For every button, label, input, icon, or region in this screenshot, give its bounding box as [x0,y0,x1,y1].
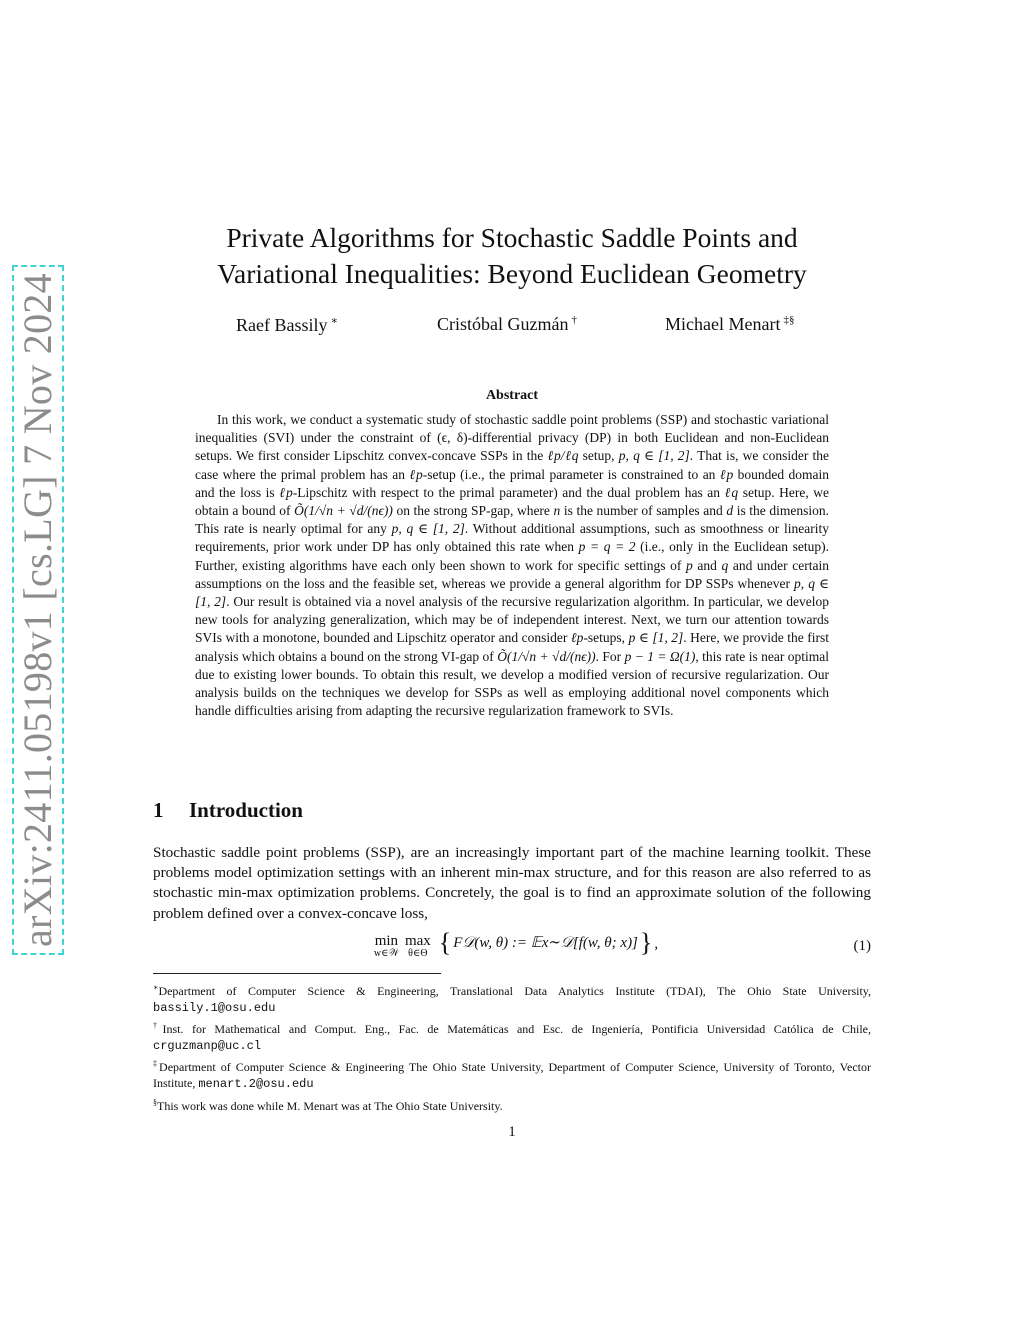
page-number: 1 [508,1124,516,1140]
email-link[interactable]: crguzmanp@uc.cl [153,1038,262,1053]
author-menart: Michael Menart ‡§ [665,314,795,334]
footnotes [153,980,871,1116]
author-guzman: Cristóbal Guzmán † [437,314,577,334]
intro-paragraph: Stochastic saddle point problems (SSP), are an increasingly important part of the machine learning toolkit. These problems model optimization settings with an inherent min-max structure, and for this reason are also referred to as stochastic min-max optimization problems. Concretely, the goal is to find an approximate solution of the following problem defined over a convex-concave loss, [153,844,871,922]
footnote-menart: ‡Department of Computer Science & Engineering The Ohio State University, Department of Computer Science, University of Toronto, Vector Institute, menart.2@osu.edu [153,1059,871,1091]
equation-1 [153,930,871,970]
author-list [0,314,1024,338]
arxiv-identifier: arXiv:2411.05198v1 [cs.LG] 7 Nov 2024 [12,265,64,955]
arxiv-stamp [10,273,66,947]
equation-body: min w∈𝒲 max θ∈Θ { F𝒟(w, θ) := 𝔼x∼𝒟[f(w, θ; x)] } , [373,928,659,959]
title-line-2: Variational Inequalities: Beyond Euclidean Geometry [217,258,807,289]
title-line-1: Private Algorithms for Stochastic Saddle Points and [226,222,798,253]
section-heading-introduction [153,798,303,823]
equation-number: (1) [853,938,871,954]
footnote-bassily: ∗Department of Computer Science & Engineering, Translational Data Analytics Institute (TDAI), The Ohio State University, bassily.1@osu.edu [153,983,871,1015]
section-title: Introduction [189,798,303,822]
email-link[interactable]: menart.2@osu.edu [198,1076,314,1091]
equation-expression: F𝒟(w, θ) := 𝔼x∼𝒟[f(w, θ; x)] [453,935,638,951]
abstract-body: In this work, we conduct a systematic study of stochastic saddle point problems (SSP) and stochastic variational inequalities (SVI) under the constraint of (ϵ, δ)-differential privacy (DP) in both Euclidean and non-Euclidean setups. We first consider Lipschitz convex-concave SSPs in the ℓp/ℓq setup, p, q ∈ [1, 2]. That is, we consider the case where the primal problem has an ℓp-setup (i.e., the primal parameter is constrained to an ℓp bounded domain and the loss is ℓp-Lipschitz with respect to the primal parameter) and the dual problem has an ℓq setup. Here, we obtain a bound of Õ(1/√n + √d/(nϵ)) on the strong SP-gap, where n is the number of samples and d is the dimension. This rate is nearly optimal for any p, q ∈ [1, 2]. Without additional assumptions, such as smoothness or linearity requirements, prior work under DP has only obtained this rate when p = q = 2 (i.e., only in the Euclidean setup). Further, existing algorithms have each only been shown to work for specific settings of p and q and under certain assumptions on the loss and the feasible set, whereas we provide a general algorithm for DP SSPs whenever p, q ∈ [1, 2]. Our result is obtained via a novel analysis of the recursive regularization algorithm. In particular, we develop new tools for analyzing generalization, which may be of independent interest. Next, we turn our attention towards SVIs with a monotone, bounded and Lipschitz operator and consider ℓp-setups, p ∈ [1, 2]. Here, we provide the first analysis which obtains a bound on the strong VI-gap of Õ(1/√n + √d/(nϵ)). For p − 1 = Ω(1), this rate is near optimal due to existing lower bounds. To obtain this result, we develop a modified version of recursive regularization. Our analysis builds on the techniques we develop for SSPs as well as employing additional novel components which handle difficulties arising from adapting the recursive regularization framework to SVIs. [195,412,830,719]
max-operator: max θ∈Θ [404,933,431,959]
author-bassily: Raef Bassily ∗ [236,315,338,335]
paper-title [150,220,874,292]
section-number: 1 [153,798,164,822]
abstract-heading: Abstract [485,388,539,403]
footnote-rule [153,973,441,974]
footnote-note: §This work was done while M. Menart was at The Ohio State University. [153,1097,503,1113]
email-link[interactable]: bassily.1@osu.edu [153,1000,276,1015]
footnote-guzman: †Inst. for Mathematical and Comput. Eng., Fac. de Matemáticas and Esc. de Ingeniería, Pontificia Universidad Católica de Chile, crguzmanp@uc.cl [153,1021,871,1053]
min-operator: min w∈𝒲 [373,933,399,959]
